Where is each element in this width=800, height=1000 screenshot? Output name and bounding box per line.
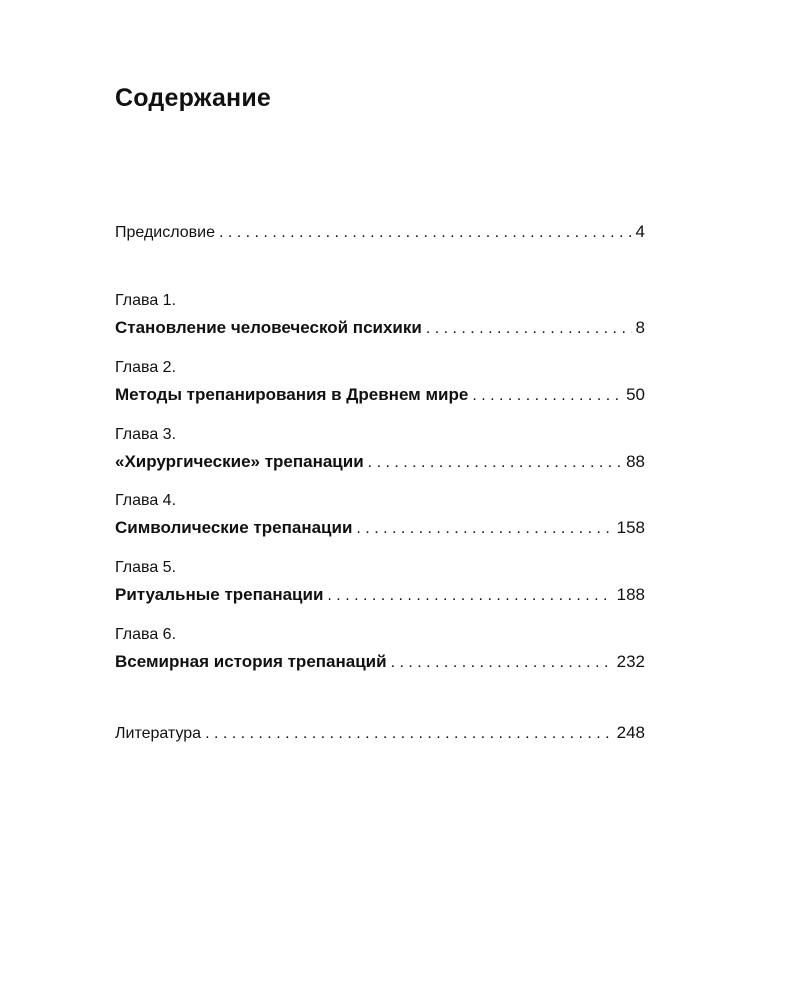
chapter-label: Глава 1. — [115, 292, 177, 309]
toc-page-number: 158 — [616, 518, 645, 537]
toc-entry-chapter-3 — [115, 452, 645, 472]
toc-entry-title: Методы трепанирования в Древнем мире — [115, 385, 469, 404]
dot-leader — [219, 224, 632, 242]
toc-entry-title: Литература — [115, 725, 202, 742]
toc-page-number: 50 — [626, 385, 645, 404]
toc-page-number: 188 — [616, 585, 645, 604]
dot-leader — [426, 320, 632, 338]
dot-leader — [327, 587, 612, 605]
page-title: Содержание — [115, 84, 272, 112]
dot-leader — [472, 387, 622, 405]
chapter-label: Глава 4. — [115, 492, 177, 509]
toc-page-number: 8 — [635, 318, 645, 337]
toc-entry-chapter-5 — [115, 585, 645, 605]
toc-entry-chapter-4 — [115, 518, 645, 538]
toc-entry-title: Всемирная история трепанаций — [115, 652, 387, 671]
chapter-label: Глава 3. — [115, 426, 177, 443]
toc-page-number: 88 — [626, 452, 645, 471]
dot-leader — [205, 725, 613, 743]
dot-leader — [391, 654, 613, 672]
toc-entry-literature — [115, 723, 645, 743]
toc-entry-title: Ритуальные трепанации — [115, 585, 324, 604]
toc-entry-title: Становление человеческой психики — [115, 318, 422, 337]
toc-entry-preface — [115, 222, 645, 242]
toc-page-number: 4 — [635, 222, 645, 241]
toc-entry-chapter-2 — [115, 385, 645, 405]
dot-leader — [356, 520, 612, 538]
toc-page-number: 248 — [616, 723, 645, 742]
toc-entry-title: «Хирургические» трепанации — [115, 452, 364, 471]
toc-entry-chapter-1 — [115, 318, 645, 338]
toc-entry-title: Предисловие — [115, 224, 215, 241]
chapter-label: Глава 6. — [115, 626, 177, 643]
toc-page-number: 232 — [616, 652, 645, 671]
chapter-label: Глава 2. — [115, 359, 177, 376]
toc-entry-title: Символические трепанации — [115, 518, 353, 537]
dot-leader — [368, 454, 622, 472]
chapter-label: Глава 5. — [115, 559, 177, 576]
toc-entry-chapter-6 — [115, 652, 645, 672]
